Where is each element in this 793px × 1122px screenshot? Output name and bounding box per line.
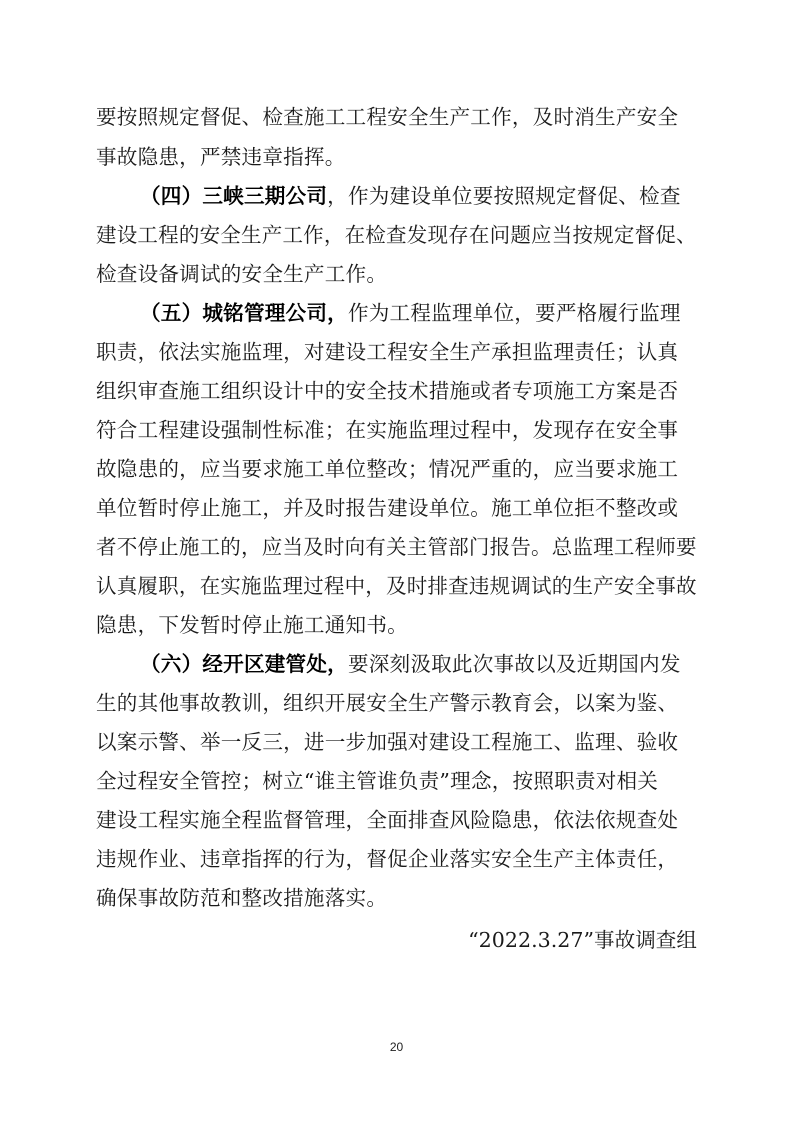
body-line [96,454,678,484]
line-text: 认真履职，在实施监理过程中，及时排查违规调试的生产安全事故 [96,574,697,598]
line-text: ，作为建设单位要按照规定督促、检查 [327,184,681,208]
body-line [96,766,658,796]
paragraph-heading-line [140,649,681,679]
body-line [96,102,678,132]
line-text: 符合工程建设强制性标准；在实施监理过程中，发现存在安全事 [96,418,679,442]
line-text: 作为工程监理单位，要严格履行监理 [347,301,681,325]
body-line [96,610,408,640]
line-text: 违规作业、违章指挥的行为，督促企业落实安全生产主体责任， [96,847,679,871]
line-text: 职责，依法实施监理，对建设工程安全生产承担监理责任；认真 [96,340,679,364]
body-line [96,142,346,172]
line-text: 生的其他事故教训，组织开展安全生产警示教育会，以案为鉴、 [96,691,679,715]
section-heading: （六）经开区建管处， [140,652,348,676]
paragraph-heading-line [140,181,681,211]
line-text: 组织审查施工组织设计中的安全技术措施或者专项施工方案是否 [96,379,679,403]
body-line [96,220,697,250]
paragraph-heading-line [140,298,681,328]
body-line [96,493,678,523]
body-line [96,727,678,757]
line-text: 建设工程实施全程监督管理，全面排查风险隐患，依法依规查处 [96,808,679,832]
body-line [96,415,678,445]
body-line [96,805,678,835]
section-heading: （四）三峡三期公司 [140,184,328,208]
page-number: 20 [389,1040,404,1054]
line-text: 确保事故防范和整改措施落实。 [96,886,388,910]
line-text: 要按照规定督促、检查施工工程安全生产工作，及时消生产安全 [96,105,679,129]
body-line [96,688,678,718]
line-text: 全过程安全管控；树立“谁主管谁负责”理念，按照职责对相关 [96,769,659,793]
line-text: 以案示警、举一反三，进一步加强对建设工程施工、监理、验收 [96,730,679,754]
line-text: 建设工程的安全生产工作，在检查发现存在问题应当按规定督促、 [96,223,697,247]
line-text: 要深刻汲取此次事故以及近期国内发 [347,652,681,676]
line-text: 单位暂时停止施工，并及时报告建设单位。施工单位拒不整改或 [96,496,679,520]
line-text: 隐患，下发暂时停止施工通知书。 [96,613,408,637]
body-line [96,337,678,367]
body-line [96,532,697,562]
body-line [96,376,678,406]
section-heading: （五）城铭管理公司， [140,301,348,325]
body-line [96,883,387,913]
body-line [96,571,697,601]
line-text: 事故隐患，严禁违章指挥。 [96,145,346,169]
signature: “2022.3.27”事故调查组 [468,928,697,952]
body-line [96,844,678,874]
line-text: 者不停止施工的，应当及时向有关主管部门报告。总监理工程师要 [96,535,697,559]
line-text: 检查设备调试的安全生产工作。 [96,262,388,286]
body-line [96,259,387,289]
line-text: 故隐患的，应当要求施工单位整改；情况严重的，应当要求施工 [96,457,679,481]
